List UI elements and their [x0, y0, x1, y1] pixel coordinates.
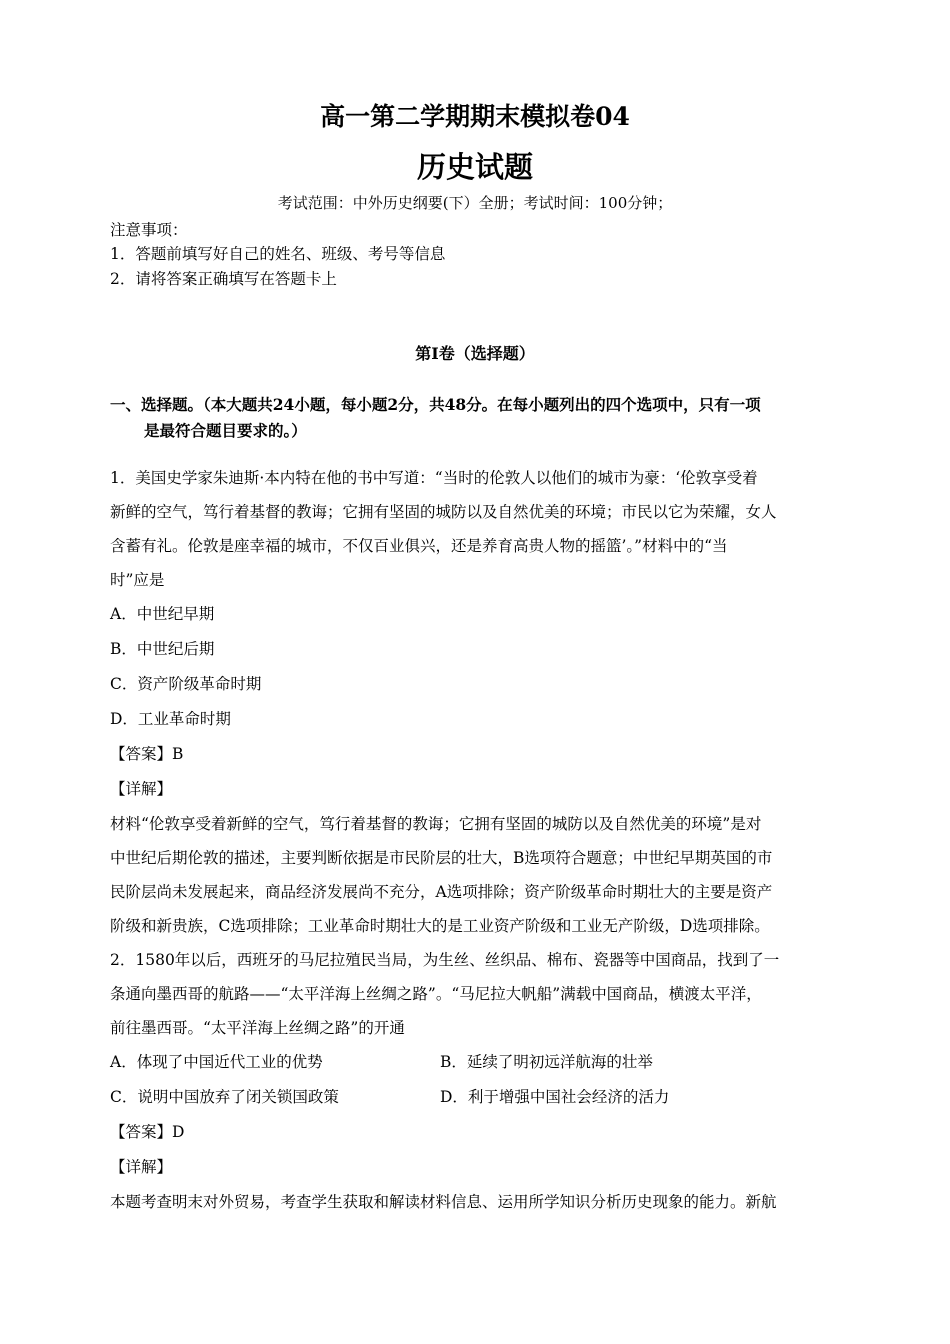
- detail-line: 本题考查明末对外贸易，考查学生获取和解读材料信息、运用所学知识分析历史现象的能力。新航: [110, 1193, 777, 1211]
- detail-line: 民阶层尚未发展起来，商品经济发展尚不充分，A选项排除；资产阶级革命时期壮大的主要是资产: [110, 883, 773, 901]
- section-instruction: [110, 392, 845, 444]
- option-b: B．中世纪后期: [110, 640, 215, 658]
- option-row: [110, 1080, 845, 1115]
- option-row: [110, 1045, 845, 1080]
- question-2: [110, 943, 845, 1219]
- question-stem-line: 前往墨西哥。“太平洋海上丝绸之路”的开通: [110, 1019, 405, 1037]
- option-a: A．体现了中国近代工业的优势: [110, 1053, 323, 1071]
- option-b: B．延续了明初远洋航海的壮举: [440, 1053, 653, 1071]
- question-stem-line: 2．1580年以后，西班牙的马尼拉殖民当局，为生丝、丝织品、棉布、瓷器等中国商品，找到了一: [110, 951, 780, 969]
- answer-label: 【答案】B: [110, 745, 184, 763]
- option-d: D．利于增强中国社会经济的活力: [440, 1088, 670, 1106]
- exam-scope: 考试范围：中外历史纲要(下）全册；考试时间：100分钟；: [277, 194, 673, 212]
- question-stem-line: 1．美国史学家朱迪斯·本内特在他的书中写道：“当时的伦敦人以他们的城市为豪：‘伦敦享受着: [110, 469, 758, 487]
- notes-heading: 注意事项：: [110, 221, 188, 239]
- question-1: [110, 461, 845, 943]
- question-stem-line: 时”应是: [110, 571, 165, 589]
- note-item-1: 1．答题前填写好自己的姓名、班级、考号等信息: [110, 245, 446, 263]
- exam-subject: 历史试题: [416, 150, 533, 184]
- detail-label: 【详解】: [110, 1158, 173, 1176]
- question-stem-line: 新鲜的空气，笃行着基督的教诲；它拥有坚固的城防以及自然优美的环境；市民以它为荣耀，女人: [110, 503, 777, 521]
- note-item-2: 2．请将答案正确填写在答题卡上: [110, 270, 337, 288]
- detail-line: 材料“伦敦享受着新鲜的空气，笃行着基督的教诲；它拥有坚固的城防以及自然优美的环境”是对: [110, 815, 762, 833]
- detail-label: 【详解】: [110, 780, 173, 798]
- option-d: D．工业革命时期: [110, 710, 231, 728]
- answer-label: 【答案】D: [110, 1123, 185, 1141]
- detail-line: 中世纪后期伦敦的描述，主要判断依据是市民阶层的壮大，B选项符合题意；中世纪早期英国的市: [110, 849, 773, 867]
- instruction-line-2: 是最符合题目要求的。）: [144, 421, 307, 440]
- exam-title: 高一第二学期期末模拟卷04: [320, 102, 630, 131]
- option-c: C．资产阶级革命时期: [110, 675, 262, 693]
- option-c: C．说明中国放弃了闭关锁国政策: [110, 1088, 339, 1106]
- instruction-line-1: 一、选择题。（本大题共24小题，每小题2分，共48分。在每小题列出的四个选项中，只有一项: [110, 395, 761, 414]
- detail-line: 阶级和新贵族，C选项排除；工业革命时期壮大的是工业资产阶级和工业无产阶级，D选项排除。: [110, 917, 770, 935]
- question-stem-line: 条通向墨西哥的航路——“太平洋海上丝绸之路”。“马尼拉大帆船”满载中国商品，横渡太平洋，: [110, 985, 762, 1003]
- section-title: 第Ⅰ卷（选择题）: [415, 344, 535, 363]
- option-a: A．中世纪早期: [110, 605, 215, 623]
- question-list: [110, 461, 845, 1219]
- question-stem-line: 含蓄有礼。伦敦是座幸福的城市，不仅百业俱兴，还是养育高贵人物的摇篮’。”材料中的“当: [110, 537, 728, 555]
